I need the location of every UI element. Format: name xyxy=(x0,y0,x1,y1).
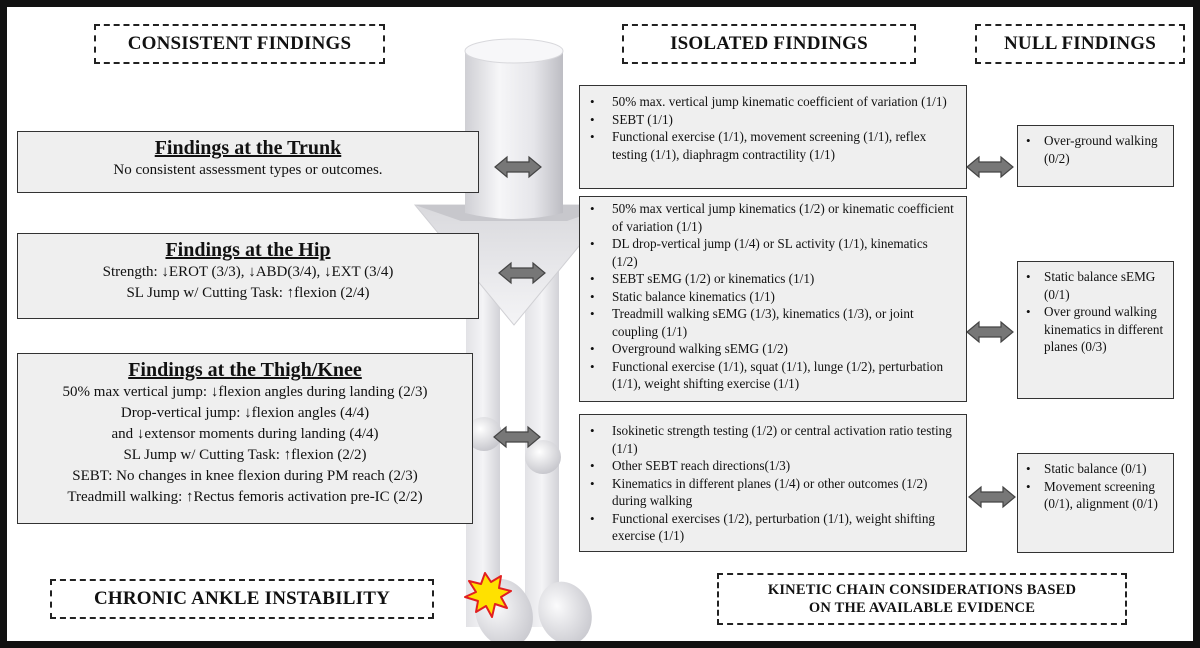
list-item: • Movement screening (0/1), alignment (0/1) xyxy=(1018,478,1167,513)
trunk-findings-line: No consistent assessment types or outcomes. xyxy=(113,162,383,178)
chronic-ankle-instability-label: CHRONIC ANKLE INSTABILITY xyxy=(50,579,434,619)
isolated-hip-box xyxy=(579,196,967,402)
list-item: • Overground walking sEMG (1/2) xyxy=(580,340,956,358)
null-hip-box xyxy=(1017,261,1174,399)
torso-cylinder xyxy=(465,51,563,219)
hip-findings-line: SL Jump w/ Cutting Task: ↑flexion (2/4) xyxy=(126,285,370,301)
isolated-knee-box xyxy=(579,414,967,552)
list-item: • Over ground walking kinematics in different planes (0/3) xyxy=(1018,303,1167,356)
knee-findings-line: 50% max vertical jump: ↓flexion angles during landing (2/3) xyxy=(62,384,428,400)
list-item: • Functional exercise (1/1), movement screening (1/1), reflex testing (1/1), diaphragm contractility (1/1) xyxy=(580,128,956,163)
list-item: • Isokinetic strength testing (1/2) or central activation ratio testing (1/1) xyxy=(580,422,956,457)
null-findings-header: NULL FINDINGS xyxy=(975,24,1185,64)
isolated-findings-header: ISOLATED FINDINGS xyxy=(622,24,916,64)
hip-findings-title: Findings at the Hip xyxy=(165,239,331,261)
list-item: • Other SEBT reach directions(1/3) xyxy=(580,457,956,475)
list-item: • Static balance sEMG (0/1) xyxy=(1018,268,1167,303)
double-headed-arrow-icon xyxy=(969,487,1015,507)
list-item: • Static balance kinematics (1/1) xyxy=(580,288,956,306)
null-trunk-box xyxy=(1017,125,1174,187)
consistent-findings-header: CONSISTENT FINDINGS xyxy=(94,24,385,64)
hip-findings-line: Strength: ↓EROT (3/3), ↓ABD(3/4), ↓EXT (3/4) xyxy=(102,264,394,280)
list-item: • Functional exercise (1/1), squat (1/1), lunge (1/2), perturbation (1/1), weight shifting exercise (1/1) xyxy=(580,358,956,393)
list-item: • Treadmill walking sEMG (1/3), kinematics (1/3), or joint coupling (1/1) xyxy=(580,305,956,340)
knee-findings-line: Drop-vertical jump: ↓flexion angles (4/4) xyxy=(120,405,370,421)
list-item: • 50% max. vertical jump kinematic coefficient of variation (1/1) xyxy=(580,93,956,111)
double-headed-arrow-icon xyxy=(967,322,1013,342)
knee-findings-line: Treadmill walking: ↑Rectus femoris activation pre-IC (2/2) xyxy=(67,489,423,505)
kinetic-chain-caption: KINETIC CHAIN CONSIDERATIONS BASED ON THE AVAILABLE EVIDENCE xyxy=(717,573,1127,625)
list-item: • Over-ground walking (0/2) xyxy=(1018,132,1167,167)
knee-findings-line: SL Jump w/ Cutting Task: ↑flexion (2/2) xyxy=(123,447,367,463)
trunk-findings-title: Findings at the Trunk xyxy=(154,137,342,159)
list-item: • DL drop-vertical jump (1/4) or SL activity (1/1), kinematics (1/2) xyxy=(580,235,956,270)
double-headed-arrow-icon xyxy=(967,157,1013,177)
knee-findings-box xyxy=(17,353,473,524)
knee-findings-line: and ↓extensor moments during landing (4/4) xyxy=(111,426,379,442)
hip-findings-box xyxy=(17,233,479,319)
isolated-trunk-box xyxy=(579,85,967,189)
null-knee-box xyxy=(1017,453,1174,553)
knee-findings-title: Findings at the Thigh/Knee xyxy=(128,359,362,381)
knee-findings-line: SEBT: No changes in knee flexion during PM reach (2/3) xyxy=(72,468,418,484)
list-item: • Static balance (0/1) xyxy=(1018,460,1167,478)
list-item: • SEBT (1/1) xyxy=(580,111,956,129)
trunk-findings-box xyxy=(17,131,479,193)
list-item: • SEBT sEMG (1/2) or kinematics (1/1) xyxy=(580,270,956,288)
list-item: • 50% max vertical jump kinematics (1/2) or kinematic coefficient of variation (1/1) xyxy=(580,200,956,235)
list-item: • Kinematics in different planes (1/4) or other outcomes (1/2) during walking xyxy=(580,475,956,510)
list-item: • Functional exercises (1/2), perturbation (1/1), weight shifting exercise (1/1) xyxy=(580,510,956,545)
